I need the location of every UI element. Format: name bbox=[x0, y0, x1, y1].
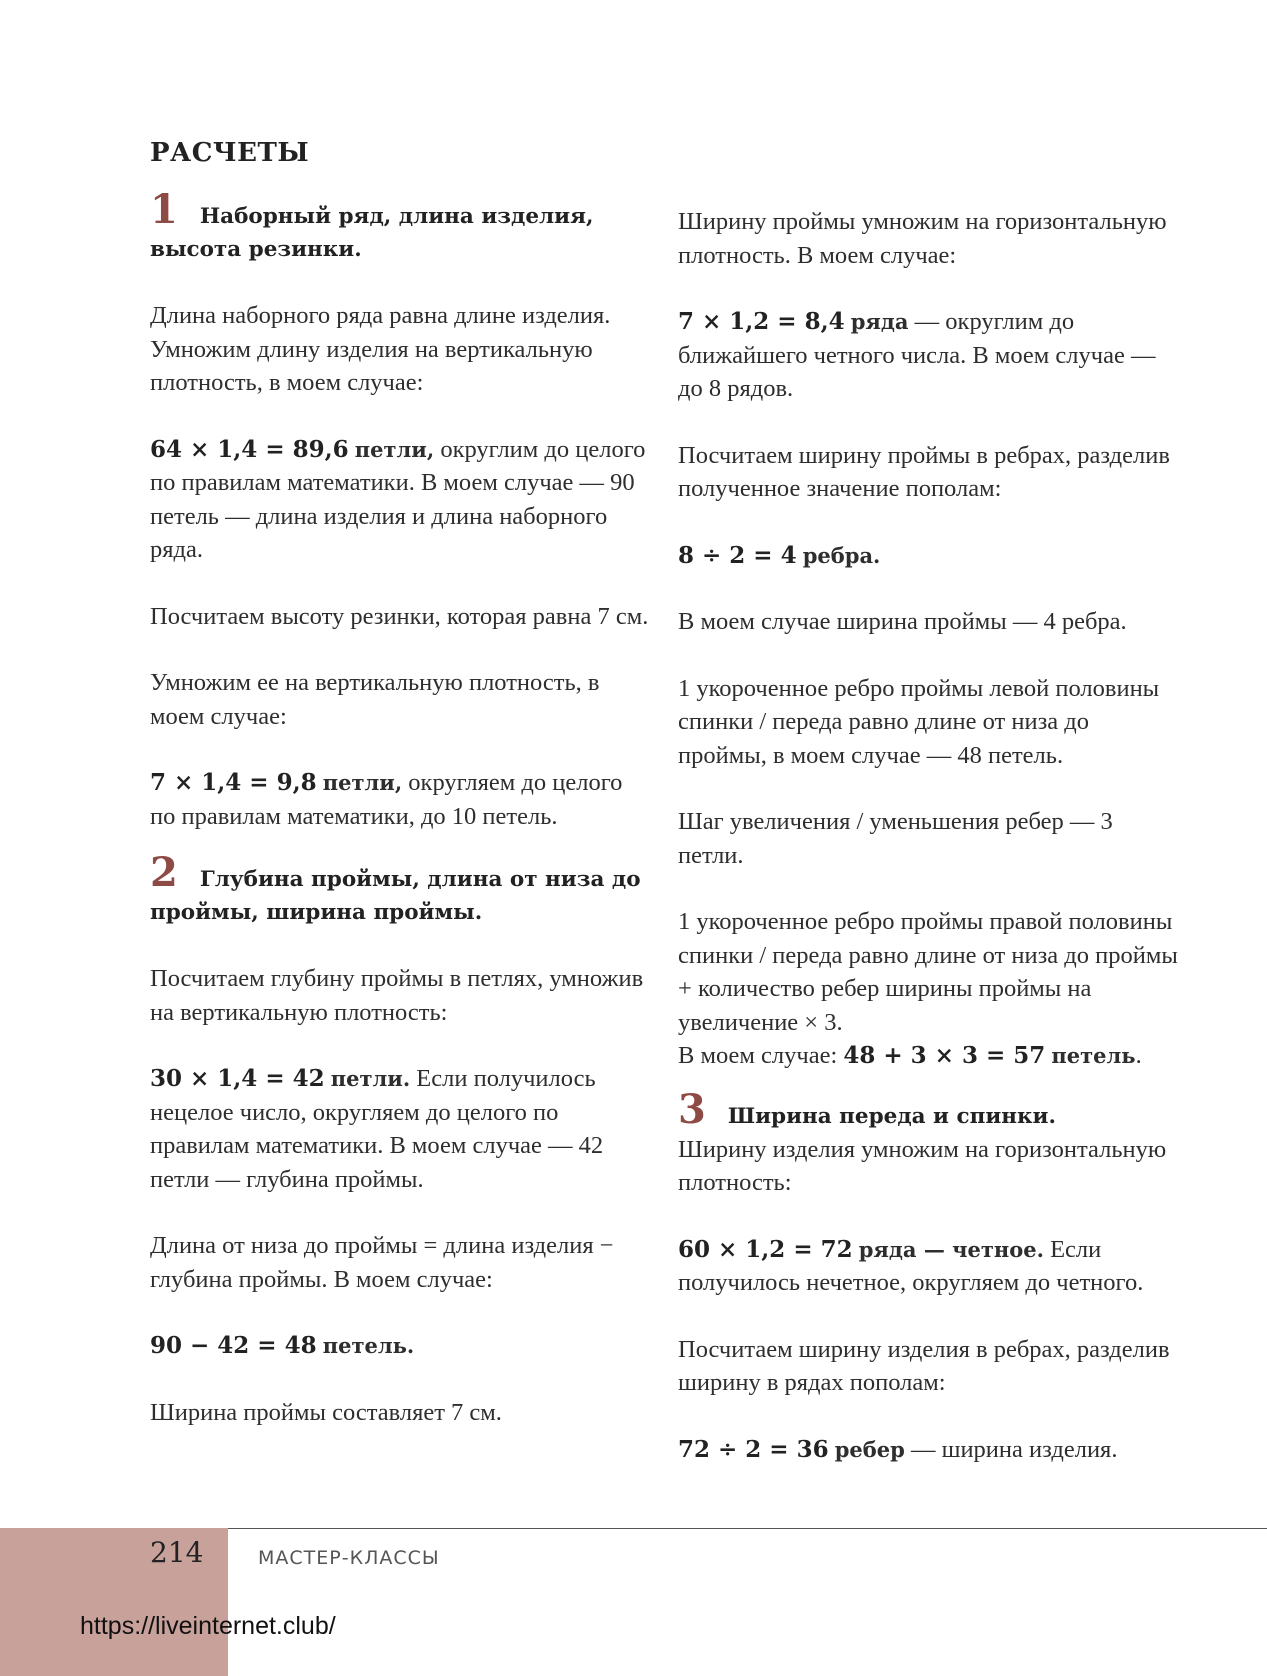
paragraph-text: В моем случае: bbox=[678, 1042, 844, 1069]
left-column bbox=[150, 186, 650, 1462]
equation: 30 × 1,4 = 42 bbox=[150, 1065, 325, 1092]
paragraph: Посчитаем глубину проймы в петлях, умножив на вертикальную плотность: bbox=[150, 965, 644, 1026]
equation-unit: ребер bbox=[834, 1436, 905, 1462]
equation: 64 × 1,4 = 89,6 bbox=[150, 435, 349, 463]
paragraph-calculation bbox=[678, 1233, 1178, 1300]
paragraph-calculation bbox=[678, 905, 1178, 1073]
equation-unit: петли. bbox=[330, 1066, 411, 1091]
equation-unit: петель bbox=[1051, 1043, 1136, 1068]
equation: 90 − 42 = 48 bbox=[150, 1332, 317, 1359]
paragraph-calculation bbox=[678, 539, 1178, 573]
paragraph: Умножим ее на вертикальную плотность, в моем случае: bbox=[150, 669, 600, 730]
paragraph: Длина наборного ряда равна длине изделия. Умножим длину изделия на вертикальную плотность, в моем случае: bbox=[150, 302, 611, 396]
paragraph-calculation bbox=[150, 433, 650, 567]
paragraph: Посчитаем ширину изделия в ребрах, разделив ширину в рядах пополам: bbox=[678, 1335, 1170, 1396]
section-1-heading bbox=[150, 186, 650, 266]
section-1-title: Наборный ряд, длина изделия, высота резинки. bbox=[150, 204, 594, 262]
paragraph-calculation bbox=[678, 305, 1178, 406]
paragraph-text: — ширина изделия. bbox=[904, 1435, 1118, 1463]
watermark-url: https://liveinternet.club/ bbox=[80, 1612, 336, 1640]
paragraph-calculation bbox=[150, 766, 650, 833]
section-label: МАСТЕР-КЛАССЫ bbox=[258, 1547, 440, 1569]
equation-unit: ряда bbox=[850, 309, 909, 334]
paragraph-text: округлим до целого по правилам математики. В моем случае — 90 петель — длина изделия и длина наборного ряда. bbox=[150, 435, 646, 563]
paragraph-calculation bbox=[678, 1433, 1178, 1467]
section-3-number: 3 bbox=[678, 1085, 706, 1133]
equation-unit: петли, bbox=[322, 770, 403, 795]
equation: 60 × 1,2 = 72 bbox=[678, 1235, 853, 1263]
section-1-number: 1 bbox=[150, 186, 178, 233]
paragraph: 1 укороченное ребро проймы левой половины спинки / переда равно длине от низа до проймы, в моем случае — 48 петель. bbox=[678, 674, 1160, 769]
paragraph-calculation bbox=[150, 1062, 650, 1196]
equation-unit: ряда — четное. bbox=[858, 1236, 1044, 1262]
paragraph: Посчитаем высоту резинки, которая равна 7 см. bbox=[150, 602, 649, 630]
paragraph: Посчитаем ширину проймы в ребрах, разделив полученное значение пополам: bbox=[678, 441, 1170, 502]
paragraph: Длина от низа до проймы = длина изделия − глубина проймы. В моем случае: bbox=[150, 1232, 614, 1293]
equation-unit: ребра. bbox=[802, 542, 881, 568]
paragraph-text: . bbox=[1135, 1042, 1142, 1069]
paragraph: Ширину изделия умножим на горизонтальную плотность: bbox=[678, 1135, 1167, 1196]
right-column bbox=[678, 205, 1178, 1499]
equation-unit: петли, bbox=[354, 436, 435, 462]
equation-unit: петель. bbox=[322, 1333, 415, 1358]
paragraph: Ширина проймы составляет 7 см. bbox=[150, 1398, 502, 1426]
paragraph: В моем случае ширина проймы — 4 ребра. bbox=[678, 608, 1127, 635]
paragraph: Ширину проймы умножим на горизонтальную плотность. В моем случае: bbox=[678, 208, 1167, 269]
paragraph-text: 1 укороченное ребро проймы правой половины спинки / переда равно длине от низа до проймы + количество ребер ширины проймы на увеличение × 3. bbox=[678, 908, 1178, 1036]
paragraph-text: Если получилось нецелое число, округляем до целого по правилам математики. В моем случае — 42 петли — глубина проймы. bbox=[150, 1065, 604, 1193]
footer-divider bbox=[228, 1528, 1267, 1529]
paragraph-text: Если получилось нечетное, округляем до четного. bbox=[678, 1235, 1144, 1296]
page-number: 214 bbox=[150, 1536, 204, 1569]
section-2-title: Глубина проймы, длина от низа до проймы, ширина проймы. bbox=[150, 867, 641, 925]
paragraph: Шаг увеличения / уменьшения ребер — 3 петли. bbox=[678, 808, 1113, 869]
paragraph-text: — округлим до ближайшего четного числа. В моем случае — до 8 рядов. bbox=[678, 308, 1156, 402]
equation: 72 ÷ 2 = 36 bbox=[678, 1435, 829, 1463]
page-title: РАСЧЕТЫ bbox=[150, 138, 310, 168]
equation: 7 × 1,2 = 8,4 bbox=[678, 308, 845, 335]
paragraph-text: округляем до целого по правилам математики, до 10 петель. bbox=[150, 769, 623, 830]
section-2-heading bbox=[150, 849, 650, 929]
section-3-title: Ширина переда и спинки. bbox=[727, 1103, 1056, 1129]
equation: 48 + 3 × 3 = 57 bbox=[843, 1042, 1046, 1069]
section-2-number: 2 bbox=[150, 849, 178, 896]
equation: 8 ÷ 2 = 4 bbox=[678, 541, 797, 569]
equation: 7 × 1,4 = 9,8 bbox=[150, 769, 317, 796]
section-3-heading bbox=[678, 1085, 1178, 1133]
paragraph-calculation bbox=[150, 1329, 650, 1363]
